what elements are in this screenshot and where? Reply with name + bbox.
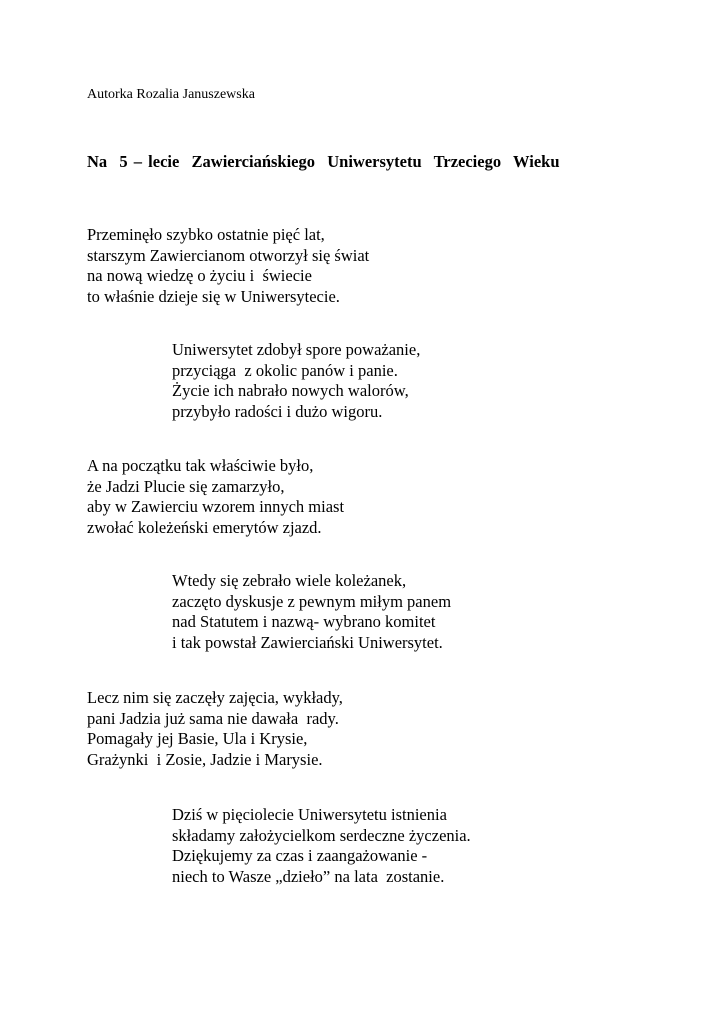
verse-line: pani Jadzia już sama nie dawała rady. [87,708,339,728]
verse-line: aby w Zawierciu wzorem innych miast [87,497,345,517]
verse-line: Dziękujemy za czas i zaangażowanie - [172,846,428,866]
verse-line: Pomagały jej Basie, Ula i Krysie, [87,729,308,749]
stanza-4 [172,571,451,653]
verse-line: starszym Zawiercianom otworzył się świat [87,245,370,265]
verse-line: A na początku tak właściwie było, [87,456,314,475]
stanza-5 [87,688,343,770]
stanza-3 [87,456,344,538]
verse-line: i tak powstał Zawierciański Uniwersytet. [172,632,443,652]
verse-line: Lecz nim się zaczęły zajęcia, wykłady, [87,688,343,707]
stanza-1 [87,225,369,307]
verse-line: zaczęto dyskusje z pewnym miłym panem [172,591,452,611]
verse-line: Przeminęło szybko ostatnie pięć lat, [87,225,325,244]
verse-line: Uniwersytet zdobył spore poważanie, [172,340,421,359]
stanza-6 [172,805,471,887]
verse-line: Życie ich nabrało nowych walorów, [172,381,409,401]
verse-line: niech to Wasze „dzieło” na lata zostanie. [172,866,445,886]
verse-line: to właśnie dzieje się w Uniwersytecie. [87,286,340,306]
verse-line: zwołać koleżeński emerytów zjazd. [87,517,322,537]
poem-title: Na 5 – lecie Zawierciańskiego Uniwersytetu Trzeciego Wieku [87,152,560,171]
verse-line: przybyło radości i dużo wigoru. [172,401,383,421]
verse-line: że Jadzi Plucie się zamarzyło, [87,476,285,496]
verse-line: Grażynki i Zosie, Jadzie i Marysie. [87,749,323,769]
verse-line: Dziś w pięciolecie Uniwersytetu istnienia [172,805,447,824]
verse-line: na nową wiedzę o życiu i świecie [87,266,312,286]
verse-line: Wtedy się zebrało wiele koleżanek, [172,571,407,590]
author-line: Autorka Rozalia Januszewska [87,87,255,102]
stanza-2 [172,340,420,422]
verse-line: przyciąga z okolic panów i panie. [172,360,398,380]
verse-line: składamy założycielkom serdeczne życzenia. [172,825,471,845]
verse-line: nad Statutem i nazwą- wybrano komitet [172,612,436,632]
